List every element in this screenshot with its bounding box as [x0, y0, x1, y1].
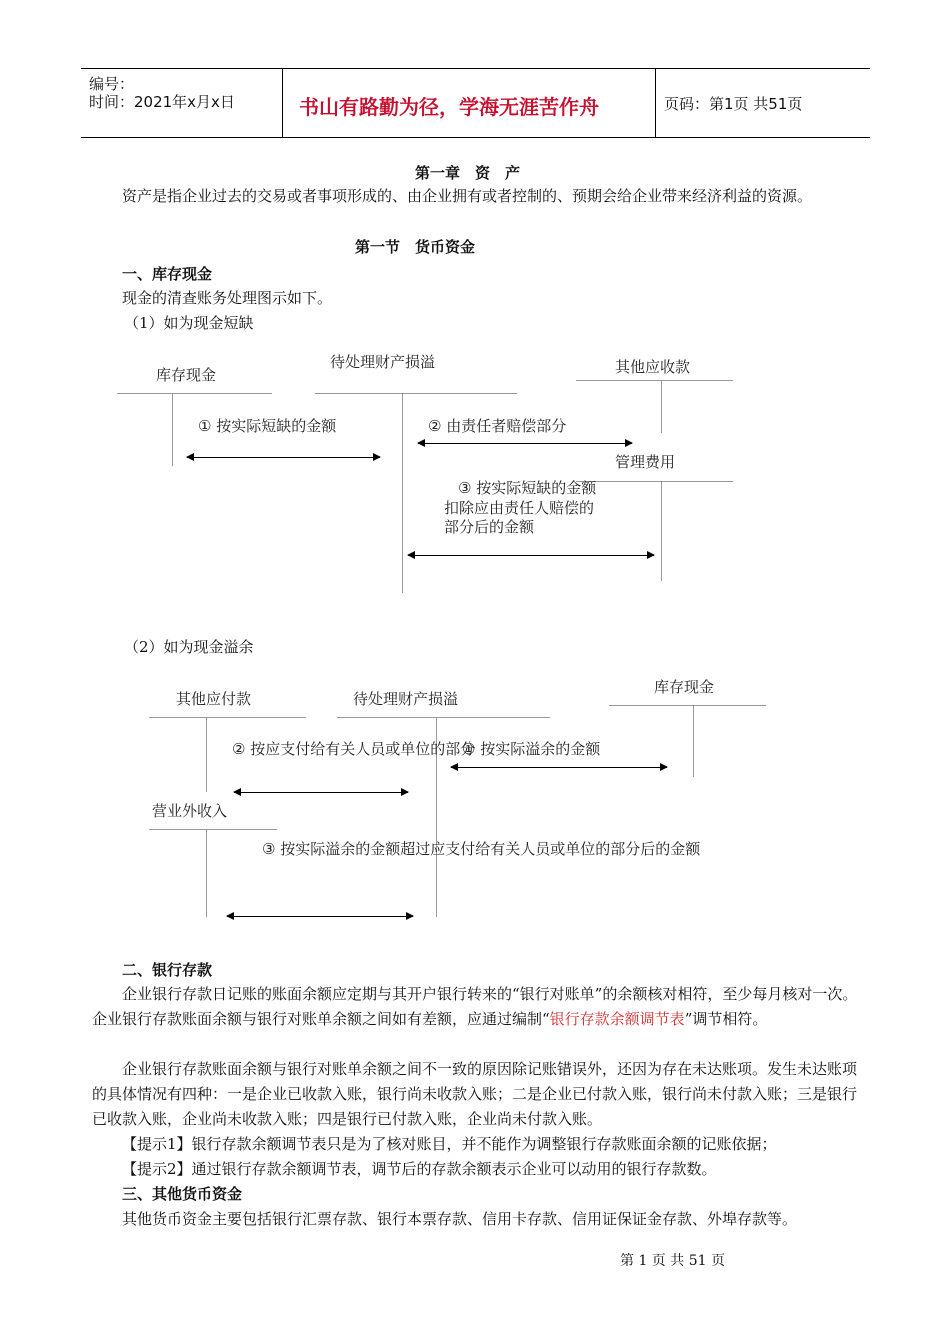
reconciliation-table-term: 银行存款余额调节表 — [549, 1010, 685, 1028]
time-label: 时间：2021年x月x日 — [89, 93, 235, 111]
d1-step1-label: ① 按实际短缺的金额 — [198, 417, 337, 435]
d2-t-account-line — [149, 717, 306, 718]
d2-account-payable: 其他应付款 — [176, 690, 252, 708]
d1-step3-label: ③ 按实际短缺的金额 — [458, 479, 597, 497]
sec1-heading: 一、库存现金 — [122, 265, 213, 283]
d1-t-account-line — [172, 393, 173, 466]
sec2-heading: 二、银行存款 — [122, 961, 213, 979]
d2-account-pending: 待处理财产损溢 — [353, 690, 459, 708]
motto: 书山有路勤为径，学海无涯苦作舟 — [299, 95, 599, 119]
d2-t-account-line — [693, 705, 694, 777]
d1-step1-arrow — [187, 457, 380, 458]
d2-t-account-line — [206, 829, 207, 917]
chapter-title: 第一章 资 产 — [415, 164, 521, 182]
sec3-heading: 三、其他货币资金 — [122, 1185, 243, 1203]
d2-step2-label: ② 按应支付给有关人员或单位的部分 — [232, 740, 476, 758]
d2-account-nonop-income: 营业外收入 — [152, 802, 228, 820]
d1-account-pending: 待处理财产损溢 — [330, 353, 436, 371]
d2-t-account-line — [206, 717, 207, 792]
sec1-line: 现金的清查账务处理图示如下。 — [122, 289, 333, 307]
d1-account-receivable: 其他应收款 — [615, 358, 691, 376]
d2-step3-label: ③ 按实际溢余的金额超过应支付给有关人员或单位的部分后的金额 — [262, 840, 701, 858]
document-header — [81, 68, 870, 138]
d2-step1-label: ① 按实际溢余的金额 — [462, 740, 601, 758]
d1-account-cash: 库存现金 — [156, 366, 217, 384]
tip-2: 【提示2】通过银行存款余额调节表，调节后的存款余额表示企业可以动用的银行存款数。 — [122, 1160, 717, 1178]
d2-account-cash: 库存现金 — [654, 678, 715, 696]
d2-t-account-line — [337, 717, 550, 718]
sec2-p1-text: 企业银行存款日记账的账面余额应定期与其开户银行转来的“银行对账单”的余额核对相符，至少每月核对一次。企业银行存款账面余额与银行对账单余额之间如有差额，应通过编制“ — [92, 985, 858, 1028]
tip-1: 【提示1】银行存款余额调节表只是为了核对账目，并不能作为调整银行存款账面余额的记账依据； — [122, 1135, 777, 1153]
number-label: 编号： — [89, 75, 135, 93]
sec3-paragraph: 其他货币资金主要包括银行汇票存款、银行本票存款、信用卡存款、信用证保证金存款、外埠存款等。 — [122, 1210, 798, 1228]
page-info: 页码：第1页 共51页 — [664, 95, 803, 113]
d1-step3-label: 扣除应由责任人赔偿的 — [444, 499, 595, 517]
d1-t-account-line — [576, 481, 733, 482]
sec2-paragraph-2: 企业银行存款账面余额与银行对账单余额之间不一致的原因除记账错误外，还因为存在未达账项。发生未达账项的具体情况有四种：一是企业已收款入账，银行尚未收款入账；二是企业已付款入账，银行尚未付款入账；三是银行已收款入账，企业尚未收款入账；四是银行已付款入账，企业尚未付款入账。 — [92, 1060, 858, 1128]
d1-t-account-line — [402, 393, 403, 593]
header-motto-cell — [283, 69, 656, 137]
section-title: 第一节 货币资金 — [355, 238, 476, 256]
page-footer: 第 1 页 共 51 页 — [620, 1253, 725, 1269]
d2-t-account-line — [149, 829, 277, 830]
case1-label: （1）如为现金短缺 — [124, 314, 254, 332]
d1-t-account-line — [576, 380, 733, 381]
d1-step2-arrow — [418, 443, 632, 444]
d1-step3-arrow — [408, 555, 654, 556]
intro-paragraph: 资产是指企业过去的交易或者事项形成的、由企业拥有或者控制的、预期会给企业带来经济利益的资源。 — [122, 187, 813, 205]
d1-t-account-line — [661, 481, 662, 581]
d1-t-account-line — [661, 380, 662, 433]
d2-step1-arrow — [451, 767, 667, 768]
d1-t-account-line — [315, 393, 517, 394]
d1-step2-label: ② 由责任者赔偿部分 — [428, 417, 567, 435]
sec2-p1-tail: ”调节相符。 — [684, 1010, 768, 1028]
header-page-cell — [656, 69, 870, 137]
d1-account-admin-expense: 管理费用 — [615, 453, 676, 471]
d2-step2-arrow — [234, 792, 408, 793]
header-meta-cell — [81, 69, 283, 137]
case2-label: （2）如为现金溢余 — [124, 638, 254, 656]
sec2-paragraph-1 — [92, 982, 870, 1032]
d1-t-account-line — [117, 393, 272, 394]
d1-step3-label: 部分后的金额 — [444, 518, 535, 536]
d2-step3-arrow — [227, 916, 413, 917]
d2-t-account-line — [609, 705, 766, 706]
